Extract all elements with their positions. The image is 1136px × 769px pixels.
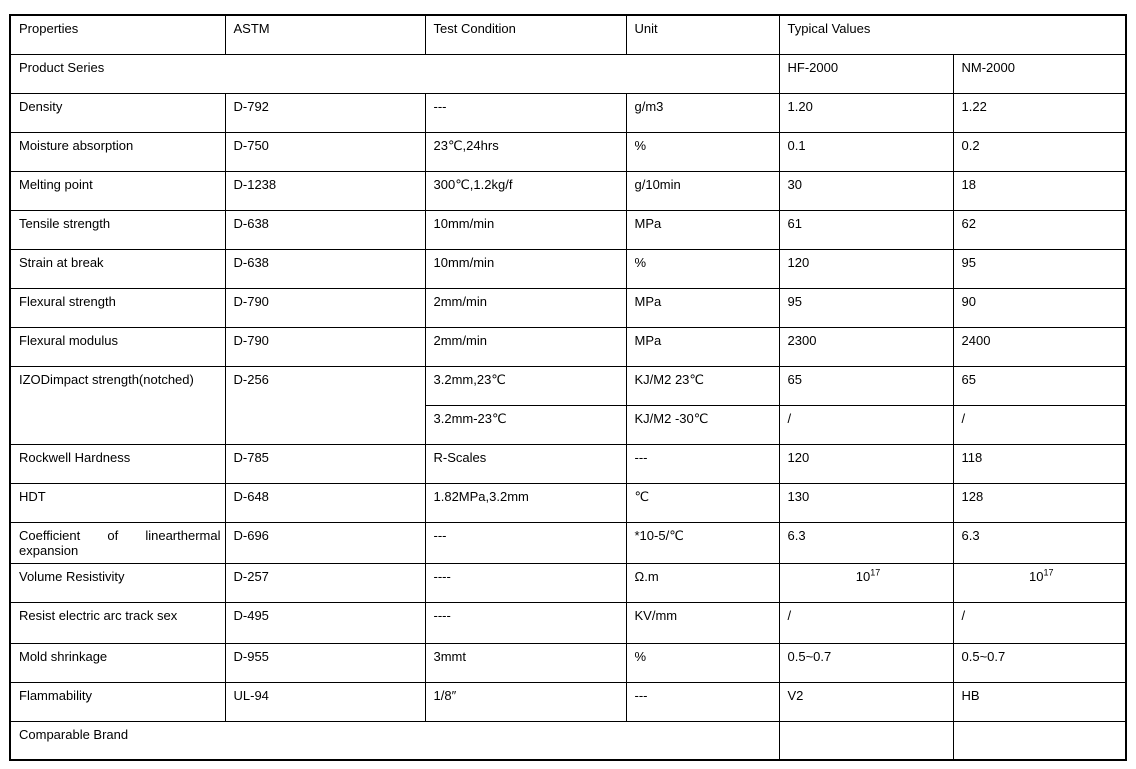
- header-properties: Properties: [10, 15, 225, 54]
- hf-2000-cell: [779, 563, 953, 602]
- property-cell: HDT: [10, 483, 225, 522]
- series-hf-2000-label: HF-2000: [779, 54, 953, 93]
- unit-cell: Ω.m: [626, 563, 779, 602]
- hf-2000-cell: 0.5~0.7: [779, 643, 953, 682]
- astm-cell: D-790: [225, 288, 425, 327]
- unit-cell: MPa: [626, 327, 779, 366]
- test-condition-cell: 1.82MPa,3.2mm: [425, 483, 626, 522]
- comparable-brand-label: Comparable Brand: [10, 721, 779, 760]
- header-typical-values: Typical Values: [779, 15, 1126, 54]
- unit-cell: ℃: [626, 483, 779, 522]
- test-condition-cell: 1/8″: [425, 682, 626, 721]
- property-cell: Rockwell Hardness: [10, 444, 225, 483]
- row-comparable-brand: [10, 721, 1126, 760]
- property-cell: Flexural strength: [10, 288, 225, 327]
- unit-cell: MPa: [626, 210, 779, 249]
- properties-table: [9, 14, 1127, 761]
- nm-2000-cell: 1.22: [953, 93, 1126, 132]
- hf-2000-cell: V2: [779, 682, 953, 721]
- unit-cell: %: [626, 643, 779, 682]
- unit-cell: g/10min: [626, 171, 779, 210]
- property-cell: Volume Resistivity: [10, 563, 225, 602]
- test-condition-cell: 23℃,24hrs: [425, 132, 626, 171]
- nm-2000-cell: 95: [953, 249, 1126, 288]
- nm-2000-cell: 18: [953, 171, 1126, 210]
- astm-cell: D-955: [225, 643, 425, 682]
- hf-2000-cell: 2300: [779, 327, 953, 366]
- hf-2000-cell: [779, 721, 953, 760]
- row-tensile-strength: [10, 210, 1126, 249]
- unit-cell: KJ/M2 23℃: [626, 366, 779, 405]
- property-cell: Flexural modulus: [10, 327, 225, 366]
- hf-2000-cell: 130: [779, 483, 953, 522]
- row-volume-resistivity: [10, 563, 1126, 602]
- header-unit: Unit: [626, 15, 779, 54]
- test-condition-cell: ---: [425, 522, 626, 563]
- test-condition-cell: 2mm/min: [425, 327, 626, 366]
- nm-2000-cell: [953, 563, 1126, 602]
- series-nm-2000-label: NM-2000: [953, 54, 1126, 93]
- nm-2000-cell: 118: [953, 444, 1126, 483]
- property-cell: Coefficient of linearthermal expansion: [10, 522, 225, 563]
- nm-2000-cell: 90: [953, 288, 1126, 327]
- astm-cell: D-750: [225, 132, 425, 171]
- astm-cell: D-792: [225, 93, 425, 132]
- property-cell: Resist electric arc track sex: [10, 602, 225, 643]
- row-flexural-modulus: [10, 327, 1126, 366]
- nm-2000-cell: /: [953, 405, 1126, 444]
- nm-2000-cell: HB: [953, 682, 1126, 721]
- astm-cell: D-696: [225, 522, 425, 563]
- nm-2000-cell: /: [953, 602, 1126, 643]
- resistivity-exponent: 17: [1043, 567, 1054, 578]
- astm-cell: D-785: [225, 444, 425, 483]
- test-condition-cell: ---: [425, 93, 626, 132]
- property-cell: Melting point: [10, 171, 225, 210]
- test-condition-cell: 300℃,1.2kg/f: [425, 171, 626, 210]
- property-cell: Moisture absorption: [10, 132, 225, 171]
- astm-cell: D-638: [225, 249, 425, 288]
- header-astm: ASTM: [225, 15, 425, 54]
- test-condition-cell: 3.2mm-23℃: [425, 405, 626, 444]
- hf-2000-cell: 95: [779, 288, 953, 327]
- hf-2000-cell: 30: [779, 171, 953, 210]
- test-condition-cell: 3.2mm,23℃: [425, 366, 626, 405]
- hf-2000-cell: 120: [779, 444, 953, 483]
- row-rockwell-hardness: [10, 444, 1126, 483]
- hf-2000-cell: 120: [779, 249, 953, 288]
- astm-cell: D-790: [225, 327, 425, 366]
- row-coefficient-linear-thermal-expansion: [10, 522, 1126, 563]
- unit-cell: %: [626, 249, 779, 288]
- nm-2000-cell: 65: [953, 366, 1126, 405]
- resistivity-exponent: 17: [870, 567, 881, 578]
- hf-2000-cell: 0.1: [779, 132, 953, 171]
- row-flammability: [10, 682, 1126, 721]
- nm-2000-cell: 6.3: [953, 522, 1126, 563]
- property-cell: Tensile strength: [10, 210, 225, 249]
- hf-2000-cell: /: [779, 602, 953, 643]
- property-cell: IZODimpact strength(notched): [10, 366, 225, 444]
- test-condition-cell: 3mmt: [425, 643, 626, 682]
- property-cell: Mold shrinkage: [10, 643, 225, 682]
- test-condition-cell: R-Scales: [425, 444, 626, 483]
- header-test-condition: Test Condition: [425, 15, 626, 54]
- resistivity-base: 10: [1029, 568, 1044, 584]
- unit-cell: ---: [626, 682, 779, 721]
- nm-2000-cell: 2400: [953, 327, 1126, 366]
- header-row: [10, 15, 1126, 54]
- product-series-label: Product Series: [10, 54, 779, 93]
- unit-cell: g/m3: [626, 93, 779, 132]
- row-izod-impact-23c: [10, 366, 1126, 405]
- test-condition-cell: 10mm/min: [425, 210, 626, 249]
- astm-cell: D-638: [225, 210, 425, 249]
- hf-2000-cell: 61: [779, 210, 953, 249]
- hf-2000-cell: 1.20: [779, 93, 953, 132]
- hf-2000-cell: 65: [779, 366, 953, 405]
- unit-cell: ---: [626, 444, 779, 483]
- unit-cell: %: [626, 132, 779, 171]
- hf-2000-cell: 6.3: [779, 522, 953, 563]
- row-melting-point: [10, 171, 1126, 210]
- test-condition-cell: 10mm/min: [425, 249, 626, 288]
- astm-cell: D-257: [225, 563, 425, 602]
- resistivity-base: 10: [855, 568, 871, 584]
- unit-cell: KJ/M2 -30℃: [626, 405, 779, 444]
- hf-2000-cell: /: [779, 405, 953, 444]
- row-resist-electric-arc: [10, 602, 1126, 643]
- unit-cell: *10-5/℃: [626, 522, 779, 563]
- row-density: [10, 93, 1126, 132]
- test-condition-cell: 2mm/min: [425, 288, 626, 327]
- test-condition-cell: ----: [425, 602, 626, 643]
- nm-2000-cell: 62: [953, 210, 1126, 249]
- row-hdt: [10, 483, 1126, 522]
- row-strain-at-break: [10, 249, 1126, 288]
- unit-cell: MPa: [626, 288, 779, 327]
- nm-2000-cell: 128: [953, 483, 1126, 522]
- unit-cell: KV/mm: [626, 602, 779, 643]
- row-moisture-absorption: [10, 132, 1126, 171]
- property-cell: Strain at break: [10, 249, 225, 288]
- property-cell: Flammability: [10, 682, 225, 721]
- nm-2000-cell: [953, 721, 1126, 760]
- nm-2000-cell: 0.5~0.7: [953, 643, 1126, 682]
- astm-cell: D-1238: [225, 171, 425, 210]
- astm-cell: D-256: [225, 366, 425, 444]
- row-flexural-strength: [10, 288, 1126, 327]
- product-series-row: [10, 54, 1126, 93]
- row-mold-shrinkage: [10, 643, 1126, 682]
- astm-cell: UL-94: [225, 682, 425, 721]
- astm-cell: D-495: [225, 602, 425, 643]
- astm-cell: D-648: [225, 483, 425, 522]
- test-condition-cell: ----: [425, 563, 626, 602]
- nm-2000-cell: 0.2: [953, 132, 1126, 171]
- property-cell: Density: [10, 93, 225, 132]
